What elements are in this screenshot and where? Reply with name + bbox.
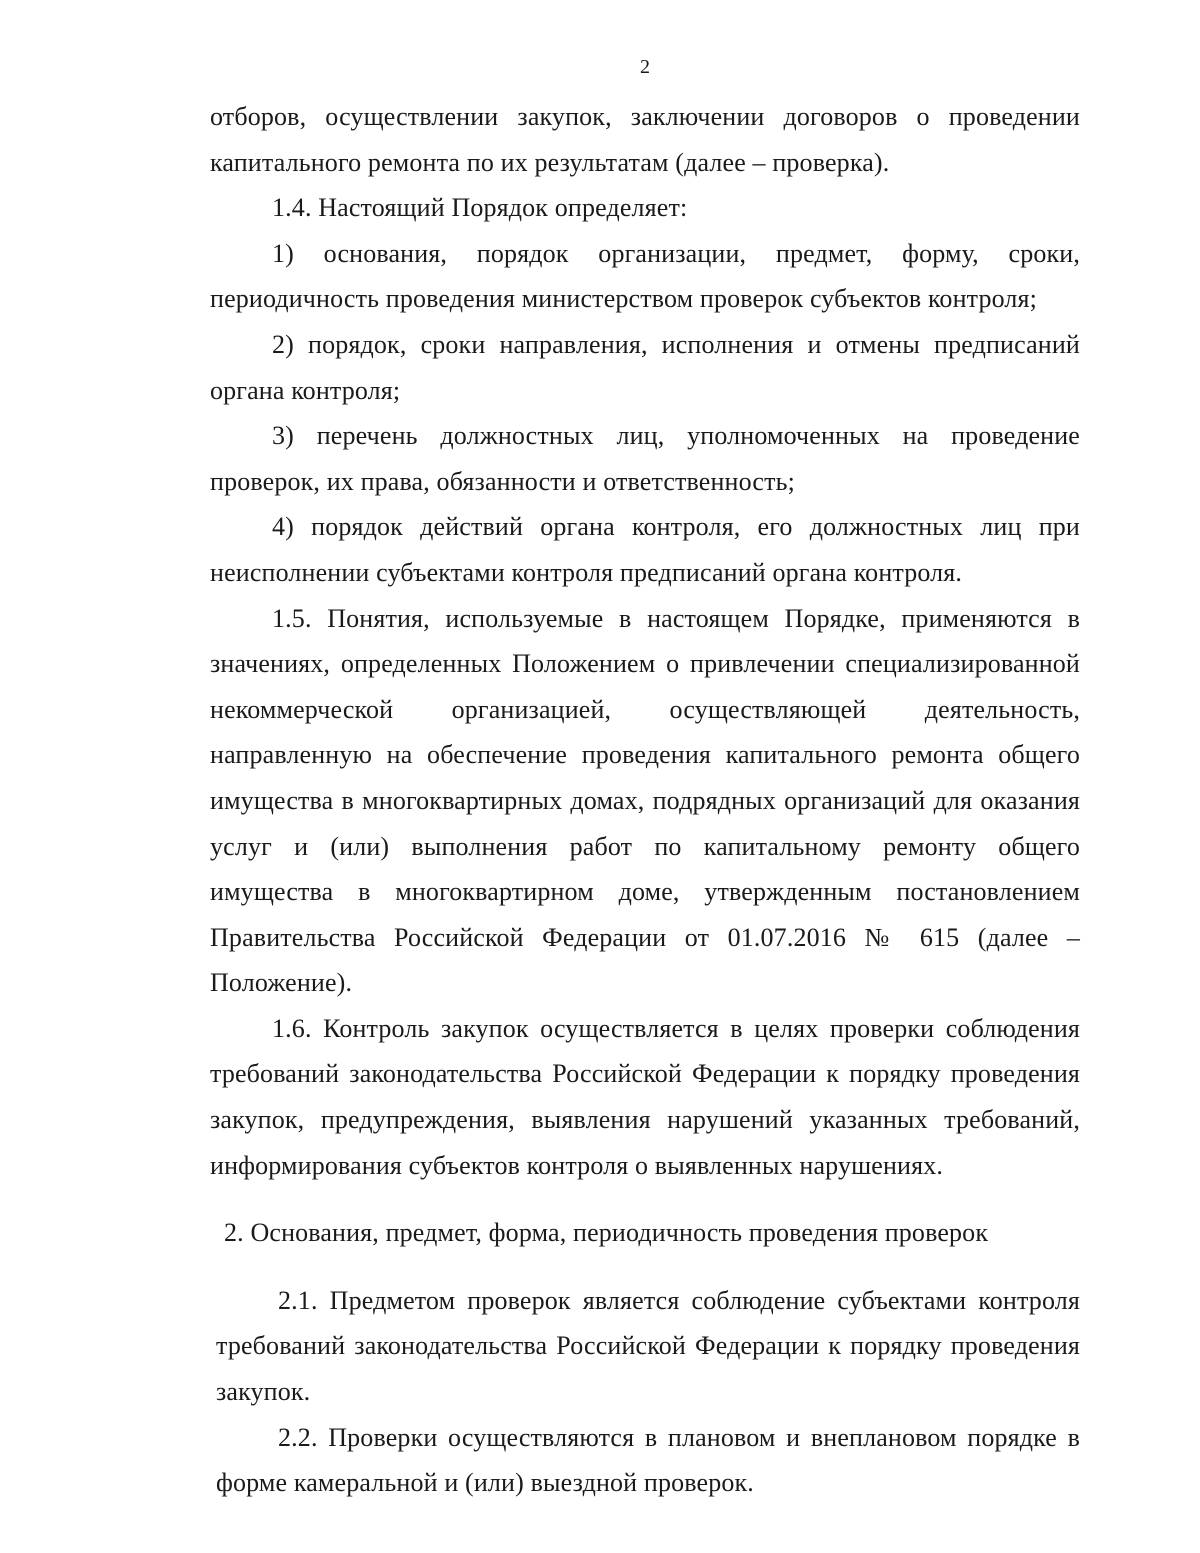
- document-body: [210, 94, 1080, 1506]
- paragraph-continuation: отборов, осуществлении закупок, заключении договоров о проведении капитального ремонта по их результатам (далее – проверка).: [210, 102, 1080, 177]
- list-item-1: 1) основания, порядок организации, предмет, форму, сроки, периодичность проведения министерством проверок субъектов контроля;: [210, 238, 1080, 314]
- paragraph-1-4: 1.4. Настоящий Порядок определяет:: [272, 193, 688, 223]
- page-number: 2: [640, 56, 650, 78]
- section-heading-2: 2. Основания, предмет, форма, периодичность проведения проверок: [224, 1218, 989, 1248]
- paragraph-2-1: 2.1. Предметом проверок является соблюдение субъектами контроля требований законодательства Российской Федерации к порядку проведения закупок.: [216, 1285, 1080, 1407]
- paragraph-1-5: 1.5. Понятия, используемые в настоящем Порядке, применяются в значениях, определенных Положением о привлечении специализированной некоммерческой организацией, осуществляющей деятельность, направленную на обеспечение проведения капитального ремонта общего имущества в многоквартирных домах, подрядных организаций для оказания услуг и (или) выполнения работ по капитальному ремонту общего имущества в многоквартирном доме, утвержденным постановлением Правительства Российской Федерации от 01.07.2016 № 615 (далее – Положение).: [210, 603, 1080, 998]
- paragraph-1-6: 1.6. Контроль закупок осуществляется в целях проверки соблюдения требований законодательства Российской Федерации к порядку проведения закупок, предупреждения, выявления нарушений указанных требований, информирования субъектов контроля о выявленных нарушениях.: [210, 1013, 1080, 1180]
- list-item-3: 3) перечень должностных лиц, уполномоченных на проведение проверок, их права, обязанности и ответственность;: [210, 421, 1080, 496]
- list-item-4: 4) порядок действий органа контроля, его должностных лиц при неисполнении субъектами контроля предписаний органа контроля.: [210, 512, 1080, 587]
- list-item-2: 2) порядок, сроки направления, исполнения и отмены предписаний органа контроля;: [210, 329, 1080, 405]
- paragraph-2-2: 2.2. Проверки осуществляются в плановом и внеплановом порядке в форме камеральной и (или) выездной проверок.: [216, 1422, 1080, 1498]
